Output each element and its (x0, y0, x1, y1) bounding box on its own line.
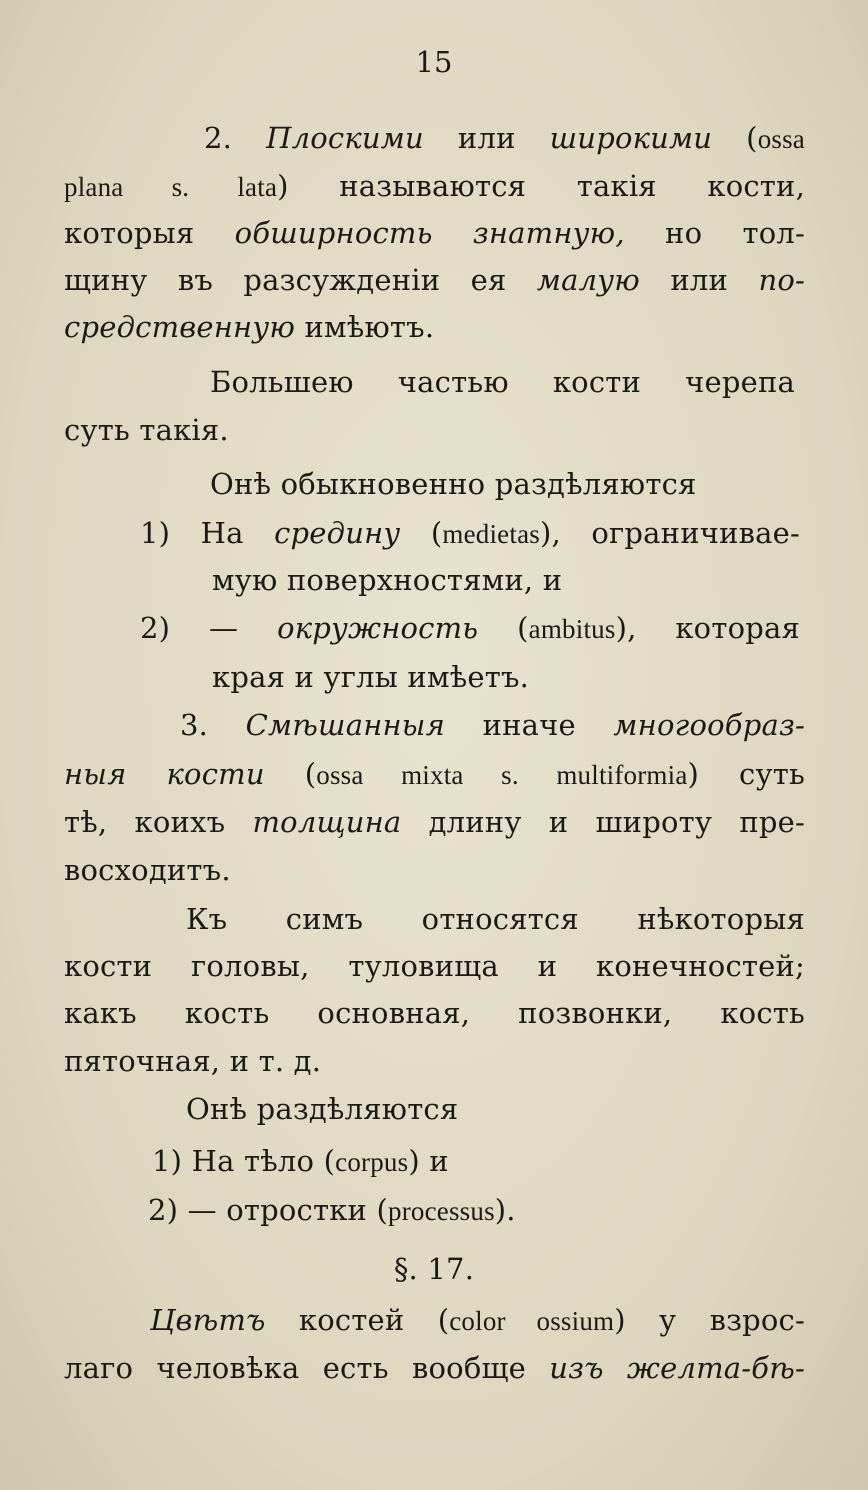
text-line (204, 120, 805, 157)
term-italic: обширность знатную, (234, 216, 625, 250)
text-span: ) и (408, 1144, 449, 1178)
term-italic: многообраз- (613, 708, 805, 742)
term-italic: средину (274, 516, 401, 550)
term-italic: широкими (549, 121, 713, 155)
text-line (152, 1143, 752, 1180)
text-line (64, 804, 805, 840)
text-span: 1) На тѣло ( (152, 1144, 336, 1178)
term-italic: окружность (277, 611, 479, 645)
text-span: какъ кость основная, позвонки, кость (64, 996, 805, 1030)
text-span: пяточная, и т. д. (64, 1044, 322, 1078)
term-italic: Цвѣтъ (150, 1303, 266, 1337)
text-span: Онѣ раздѣляются (186, 1092, 459, 1126)
text-line (64, 995, 805, 1031)
text-span: суть такія. (64, 413, 229, 447)
text-span: ( (400, 516, 443, 550)
latin-term: medietas (442, 519, 540, 549)
text-span: ) называются такія кости, (277, 169, 805, 203)
text-span: ( (264, 757, 317, 791)
text-line (186, 901, 805, 937)
text-line (210, 466, 770, 502)
text-span: 2) — отростки ( (148, 1193, 388, 1227)
term-italic: по- (758, 263, 805, 297)
latin-term: ossa (757, 124, 805, 154)
text-span: щину въ разсужденіи ея (64, 263, 537, 297)
term-italic: средственную (64, 310, 296, 344)
text-span: 3. (180, 708, 246, 742)
text-span: или (640, 263, 759, 297)
text-line (64, 1043, 805, 1079)
term-italic: малую (536, 263, 640, 297)
latin-term: ossa mixta s. multiformia (316, 760, 688, 790)
text-line (180, 707, 805, 743)
text-line (212, 659, 802, 695)
term-italic: Плоскими (266, 121, 424, 155)
text-span: 2. (204, 121, 267, 155)
text-span: мую поверхностями, и (212, 563, 563, 597)
text-line (150, 1302, 805, 1339)
text-line (64, 1350, 805, 1386)
latin-term: corpus (335, 1147, 409, 1177)
text-line (64, 215, 805, 251)
text-span: или (423, 121, 550, 155)
text-span: Онѣ обыкновенно раздѣляются (210, 467, 697, 501)
term-italic: Смѣшанныя (245, 708, 446, 742)
text-line (140, 515, 800, 552)
text-line (64, 948, 805, 984)
text-line (210, 364, 795, 400)
text-span: иначе (445, 708, 614, 742)
text-line (140, 610, 800, 647)
text-line (64, 309, 805, 345)
text-line (64, 412, 805, 448)
term-italic: изъ желта-бѣ- (549, 1351, 805, 1385)
text-span: 2) — (140, 611, 278, 645)
page-number: 15 (415, 45, 453, 79)
latin-term: ambitus (528, 614, 616, 644)
text-span: ), ограничивае- (539, 516, 800, 550)
text-span: тѣ, коихъ (64, 805, 253, 839)
text-span: Къ симъ относятся нѣкоторыя (186, 902, 805, 936)
text-span: длину и широту пре- (401, 805, 805, 839)
text-span: ) суть (687, 757, 805, 791)
text-span: кости головы, туловища и конечностей; (64, 949, 805, 983)
text-span: ), которая (615, 611, 800, 645)
text-span: ( (478, 611, 529, 645)
term-italic: ныя кости (64, 757, 265, 791)
text-span: которыя (64, 216, 235, 250)
latin-term: color ossium (449, 1306, 615, 1336)
text-span: §. 17. (393, 1252, 475, 1286)
text-span: восходитъ. (64, 853, 231, 887)
text-span: костей ( (265, 1303, 450, 1337)
section-heading (0, 1251, 868, 1287)
text-span: имѣютъ. (295, 310, 435, 344)
text-span: ) у взрос- (614, 1303, 805, 1337)
text-line (64, 852, 805, 888)
text-span: но тол- (624, 216, 805, 250)
latin-term: plana s. lata (64, 172, 278, 202)
text-line (64, 756, 805, 793)
text-span: лаго человѣка есть вообще (64, 1351, 550, 1385)
term-italic: толщина (252, 805, 402, 839)
text-span: ). (494, 1193, 516, 1227)
latin-term: processus (388, 1196, 495, 1226)
text-line (186, 1091, 786, 1127)
text-line (64, 262, 805, 298)
text-span: ( (712, 121, 758, 155)
text-line (212, 562, 802, 598)
text-span: Большею частью кости черепа (210, 365, 795, 399)
text-line (148, 1192, 748, 1229)
text-line (64, 168, 805, 205)
text-span: 1) На (140, 516, 275, 550)
text-span: края и углы имѣетъ. (212, 660, 530, 694)
